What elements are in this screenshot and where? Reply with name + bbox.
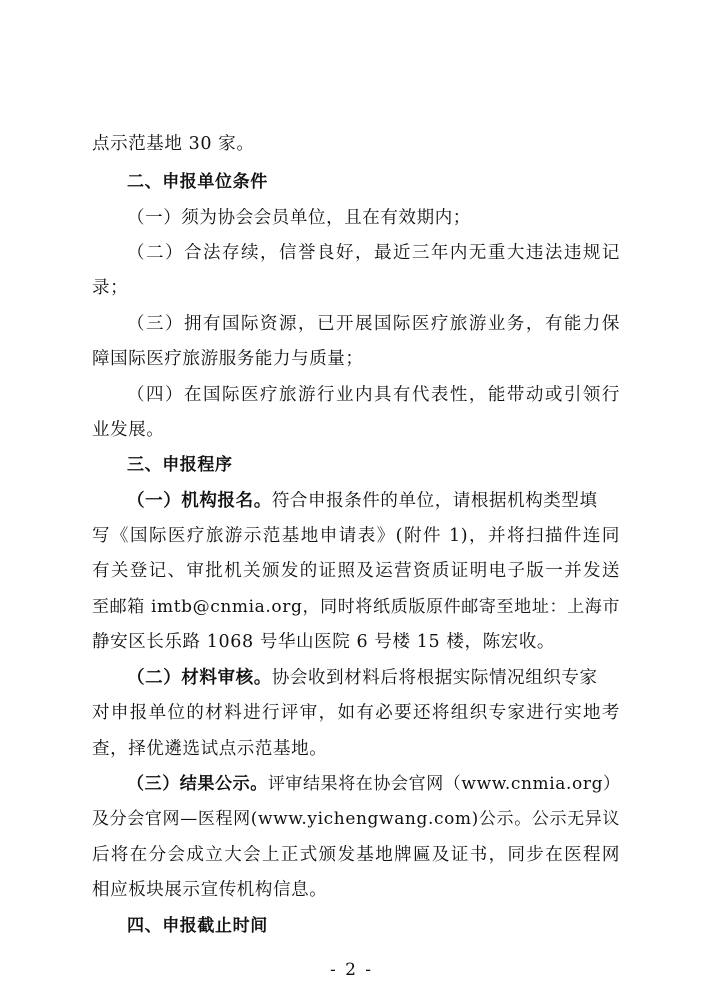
procedure-2-line-3: 查，择优遴选试点示范基地。	[92, 739, 328, 759]
procedure-1-line-1	[127, 489, 620, 513]
procedure-1-line-5: 静安区长乐路 1068 号华山医院 6 号楼 15 楼，陈宏收。	[92, 632, 556, 652]
procedure-2-line-2: 对申报单位的材料进行评审，如有必要还将组织专家进行实地考	[92, 703, 620, 723]
procedure-1-line-4: 至邮箱 imtb@cnmia.org，同时将纸质版原件邮寄至地址：上海市	[92, 597, 620, 617]
condition-4-line-1: （四）在国际医疗旅游行业内具有代表性，能带动或引领行	[127, 385, 620, 405]
condition-2-line-1: （二）合法存续，信誉良好，最近三年内无重大违法违规记	[127, 243, 620, 263]
section-heading-3: 三、申报程序	[127, 455, 233, 475]
procedure-1-line-3: 有关登记、审批机关颁发的证照及运营资质证明电子版一并发送	[92, 561, 620, 581]
condition-4-line-2: 业发展。	[92, 420, 165, 440]
condition-2-line-2: 录；	[92, 278, 129, 298]
section-heading-2: 二、申报单位条件	[127, 172, 268, 192]
procedure-3-line-3: 后将在分会成立大会上正式颁发基地牌匾及证书，同步在医程网	[92, 845, 620, 865]
procedure-3-text: 评审结果将在协会官网（www.cnmia.org）	[267, 774, 621, 794]
procedure-3-line-4: 相应板块展示宣传机构信息。	[92, 880, 328, 900]
procedure-3-line-1	[127, 772, 620, 796]
procedure-2-line-1	[127, 666, 620, 690]
section-heading-4: 四、申报截止时间	[127, 916, 268, 936]
procedure-3-title: （三）结果公示。	[127, 774, 268, 794]
page-number: - 2 -	[329, 960, 374, 980]
procedure-1-line-2: 写《国际医疗旅游示范基地申请表》(附件 1)，并将扫描件连同	[92, 526, 620, 546]
condition-1: （一）须为协会会员单位，且在有效期内；	[127, 208, 471, 228]
procedure-2-text: 协会收到材料后将根据实际情况组织专家	[271, 668, 598, 688]
procedure-1-text: 符合申报条件的单位，请根据机构类型填	[271, 491, 598, 511]
condition-3-line-2: 障国际医疗旅游服务能力与质量；	[92, 349, 364, 369]
procedure-1-title: （一）机构报名。	[127, 491, 272, 511]
paragraph-line: 点示范基地 30 家。	[92, 134, 255, 154]
condition-3-line-1: （三）拥有国际资源，已开展国际医疗旅游业务，有能力保	[127, 314, 620, 334]
procedure-3-line-2: 及分会官网—医程网(www.yichengwang.com)公示。公示无异议	[92, 809, 620, 829]
procedure-2-title: （二）材料审核。	[127, 668, 272, 688]
